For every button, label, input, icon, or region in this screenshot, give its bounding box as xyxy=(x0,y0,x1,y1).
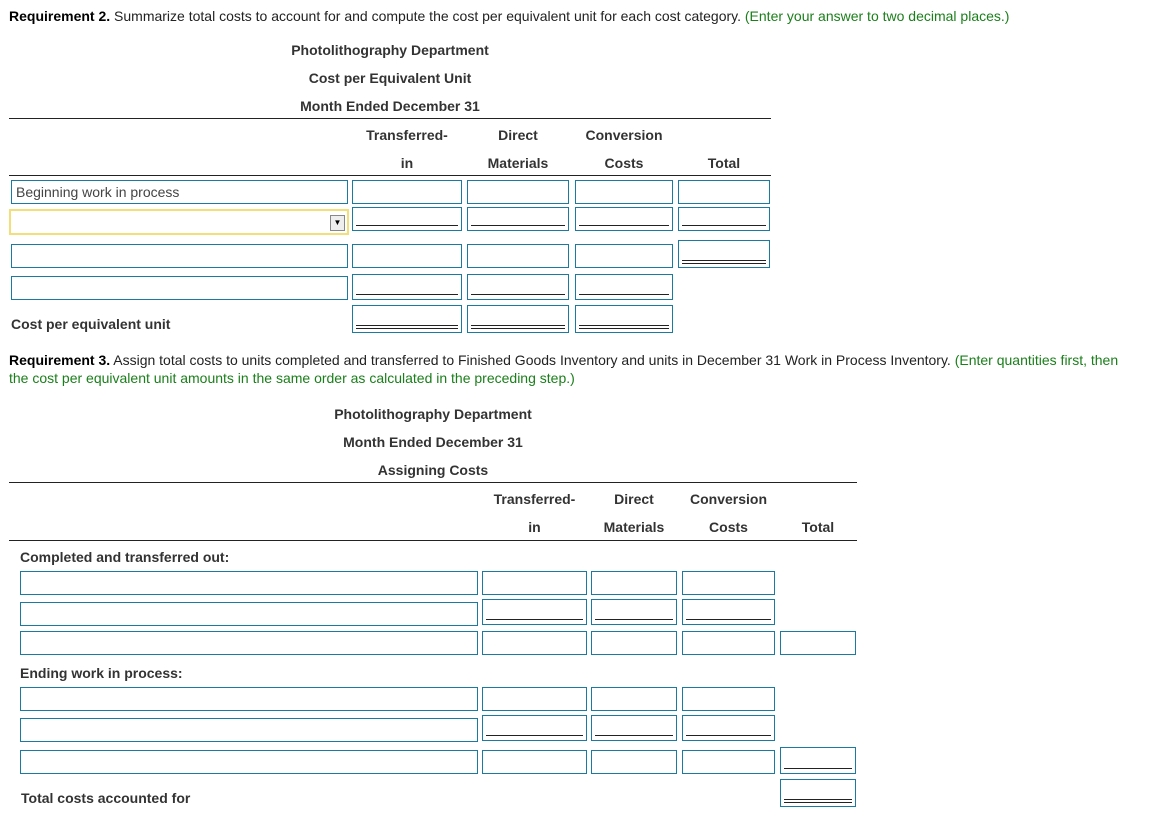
req2-col-dm-2: Materials xyxy=(487,155,549,171)
req3-e2-ti-input[interactable] xyxy=(482,715,587,741)
req3-instructions xyxy=(9,351,1118,369)
req3-title: Requirement 3. xyxy=(9,352,111,368)
req2-header-period: Month Ended December 31 xyxy=(300,98,480,114)
req3-e3-cc-input[interactable] xyxy=(682,750,775,774)
req2-header-dept: Photolithography Department xyxy=(291,42,489,58)
req3-e2-dm-input[interactable] xyxy=(591,715,677,741)
req2-r4-ti-input[interactable] xyxy=(352,274,462,300)
req2-r1-ti-input[interactable] xyxy=(352,180,462,204)
req2-cpu-cc-input[interactable] xyxy=(575,305,673,333)
req3-hint-2: the cost per equivalent unit amounts in the same order as calculated in the preceding step.) xyxy=(9,370,575,386)
req3-header-dept: Photolithography Department xyxy=(334,406,532,422)
req3-e2-cc-input[interactable] xyxy=(682,715,775,741)
req3-header-title: Assigning Costs xyxy=(377,462,489,478)
req3-e1-label-input[interactable] xyxy=(20,687,478,711)
req2-r3-dm-input[interactable] xyxy=(467,244,569,268)
total-costs-accounted-label: Total costs accounted for xyxy=(21,790,191,806)
req3-col-rule xyxy=(9,540,857,541)
req2-r2-ti-input[interactable] xyxy=(352,207,462,231)
req3-c2-ti-input[interactable] xyxy=(482,599,587,625)
req3-col-total: Total xyxy=(801,519,835,535)
req3-e1-ti-input[interactable] xyxy=(482,687,587,711)
req3-c1-ti-input[interactable] xyxy=(482,571,587,595)
req3-col-dm-2: Materials xyxy=(603,519,665,535)
req2-r1-dm-input[interactable] xyxy=(467,180,569,204)
req3-c3-dm-input[interactable] xyxy=(591,631,677,655)
req2-header-title: Cost per Equivalent Unit xyxy=(308,70,472,86)
req2-r1-cc-input[interactable] xyxy=(575,180,673,204)
req3-c2-cc-input[interactable] xyxy=(682,599,775,625)
req2-r2-total-input[interactable] xyxy=(678,207,770,231)
req3-col-ti-2: in xyxy=(528,519,541,535)
req2-col-rule xyxy=(9,175,771,176)
req2-col-cc-2: Costs xyxy=(604,155,644,171)
req3-hint-1: (Enter quantities first, then xyxy=(950,352,1119,368)
ending-wip-label: Ending work in process: xyxy=(20,665,183,681)
req2-r4-dm-input[interactable] xyxy=(467,274,569,300)
req3-text: Assign total costs to units completed and transferred to Finished Goods Inventory and units in December 31 Work in Process Inventory. xyxy=(110,352,951,368)
completed-transferred-label: Completed and transferred out: xyxy=(20,549,230,565)
req2-r3-ti-input[interactable] xyxy=(352,244,462,268)
req2-r4-label-input[interactable] xyxy=(11,276,348,300)
req3-total-costs-accounted-input[interactable] xyxy=(780,779,856,807)
req3-ending-total-input[interactable] xyxy=(780,747,856,774)
req3-e2-label-input[interactable] xyxy=(20,718,478,742)
req3-col-ti-1: Transferred- xyxy=(493,491,576,507)
req3-header-period: Month Ended December 31 xyxy=(343,434,523,450)
req2-header-rule xyxy=(9,118,771,119)
cost-per-equivalent-unit-label: Cost per equivalent unit xyxy=(11,316,171,332)
req2-col-cc-1: Conversion xyxy=(585,127,663,143)
req3-header-rule xyxy=(9,482,857,483)
req2-title: Requirement 2. xyxy=(9,8,111,24)
req2-r3-label-input[interactable] xyxy=(11,244,348,268)
req2-col-ti-1: Transferred- xyxy=(366,127,448,143)
req3-c1-cc-input[interactable] xyxy=(682,571,775,595)
req2-cpu-ti-input[interactable] xyxy=(352,305,462,333)
req3-col-dm-1: Direct xyxy=(614,491,654,507)
req2-col-total: Total xyxy=(707,155,741,171)
req2-r3-cc-input[interactable] xyxy=(575,244,673,268)
req2-total-costs-input[interactable] xyxy=(678,240,770,268)
req2-col-dm-1: Direct xyxy=(498,127,538,143)
req2-text: Summarize total costs to account for and compute the cost per equivalent unit for each cost category. xyxy=(110,8,741,24)
req2-r4-cc-input[interactable] xyxy=(575,274,673,300)
req3-e3-ti-input[interactable] xyxy=(482,750,587,774)
req3-e1-dm-input[interactable] xyxy=(591,687,677,711)
req2-instructions xyxy=(9,7,1009,25)
req2-r2-dm-input[interactable] xyxy=(467,207,569,231)
req2-r1-total-input[interactable] xyxy=(678,180,770,204)
req2-r2-cc-input[interactable] xyxy=(575,207,673,231)
req3-e3-label-input[interactable] xyxy=(20,750,478,774)
req3-e1-cc-input[interactable] xyxy=(682,687,775,711)
beginning-wip-label: Beginning work in process xyxy=(11,180,348,204)
req3-col-cc-2: Costs xyxy=(709,519,748,535)
cost-category-select[interactable] xyxy=(9,209,349,235)
req3-c1-label-input[interactable] xyxy=(20,571,478,595)
req3-col-cc-1: Conversion xyxy=(689,491,767,507)
req2-col-ti-2: in xyxy=(400,155,414,171)
req3-c3-ti-input[interactable] xyxy=(482,631,587,655)
req3-c2-label-input[interactable] xyxy=(20,602,478,626)
req3-completed-total-input[interactable] xyxy=(780,631,856,655)
req3-c3-label-input[interactable] xyxy=(20,631,478,655)
req3-c2-dm-input[interactable] xyxy=(591,599,677,625)
req2-hint: (Enter your answer to two decimal places.) xyxy=(741,8,1010,24)
dropdown-arrow-icon[interactable]: ▼ xyxy=(330,215,345,231)
req3-e3-dm-input[interactable] xyxy=(591,750,677,774)
req3-c1-dm-input[interactable] xyxy=(591,571,677,595)
req2-cpu-dm-input[interactable] xyxy=(467,305,569,333)
req3-c3-cc-input[interactable] xyxy=(682,631,775,655)
